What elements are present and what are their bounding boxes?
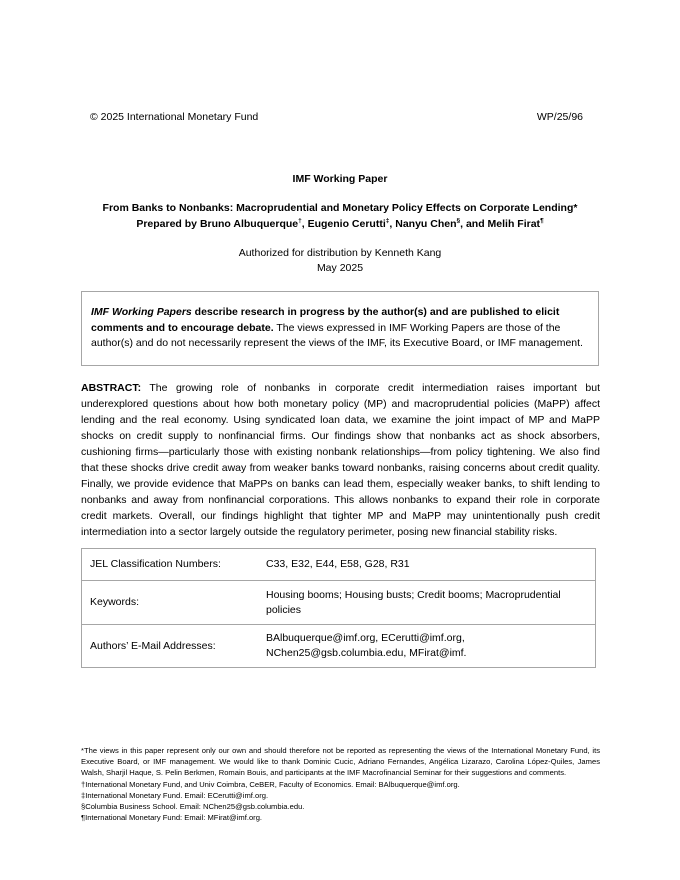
author-line <box>0 218 680 230</box>
disclaimer-bold-text: describe research in progress by the author(s) and are published to elicit comments and to encourage debate. <box>91 306 560 334</box>
footnote-author-2: ‡International Monetary Fund. Email: ECerutti@imf.org. <box>81 790 269 800</box>
author-footnote-mark: † <box>298 217 302 225</box>
classification-table <box>81 548 596 668</box>
author-name: Melih Firat <box>487 218 541 230</box>
footnote-author-4: ¶International Monetary Fund: Email: MFirat@imf.org. <box>81 813 263 823</box>
disclaimer-series-name: IMF Working Papers <box>91 306 192 318</box>
emails-line: NChen25@gsb.columbia.edu, MFirat@imf. <box>266 647 467 659</box>
author-footnote-mark: § <box>456 217 461 225</box>
footnote-author-3: §Columbia Business School. Email: NChen25@gsb.columbia.edu. <box>81 802 305 812</box>
disclaimer-text: The views expressed in IMF Working Papers are those of the author(s) and do not necessarily represent the views of the IMF, its Executive Board, or IMF management. <box>91 321 583 349</box>
emails-value <box>256 625 596 668</box>
publication-date: May 2025 <box>316 262 364 274</box>
jel-label: JEL Classification Numbers: <box>82 549 257 581</box>
author-name: Nanyu Chen <box>395 218 457 230</box>
author-separator: , and <box>460 218 488 230</box>
authorization-line: Authorized for distribution by Kenneth Kang <box>238 247 442 259</box>
copyright-notice: © 2025 International Monetary Fund <box>90 111 259 123</box>
table-row <box>82 581 596 625</box>
working-paper-number: WP/25/96 <box>536 111 583 123</box>
footnote-author-1: †International Monetary Fund, and Univ Coimbra, CeBER, Faculty of Economics. Email: BAlbuquerque@imf.org. <box>81 779 460 789</box>
abstract <box>81 380 600 540</box>
abstract-label: ABSTRACT: <box>81 382 142 394</box>
table-row <box>82 549 596 581</box>
paper-title: From Banks to Nonbanks: Macroprudential and Monetary Policy Effects on Corporate Lending* <box>102 202 578 214</box>
abstract-text: The growing role of nonbanks in corporate credit intermediation raises important but underexplored questions about how both monetary policy (MP) and macroprudential policies (MaPP) affect lending and the real economy. Using syndicated loan data, we examine the joint impact of MP and MaPP shocks on credit supply to nonfinancial firms. Our findings show that nonbanks act as shock absorbers, cushioning firms—particularly those with existing nonbank relationships—from policy tightening. We also find that these shocks drive credit away from weaker banks toward nonbanks, raising concerns about credit quality. Finally, we provide evidence that MaPPs on banks can lead them, especially weaker banks, to shift lending to nonbanks and away from nonfinancial corporations. This allows nonbanks to expand their role in corporate credit markets. Overall, our findings highlight that tighter MP and MaPP may unintentionally push credit intermediation into a sector largely outside the regulatory perimeter, posing new financial stability risks. <box>81 382 600 538</box>
author-name: Eugenio Cerutti <box>307 218 386 230</box>
author-footnote-mark: ‡ <box>385 217 390 225</box>
footnotes <box>81 745 600 823</box>
series-title: IMF Working Paper <box>292 173 388 185</box>
emails-line: BAlbuquerque@imf.org, ECerutti@imf.org, <box>266 632 465 644</box>
author-name: Bruno Albuquerque <box>199 218 299 230</box>
emails-label: Authors’ E-Mail Addresses: <box>82 625 257 668</box>
author-separator: , <box>301 218 308 230</box>
author-footnote-mark: ¶ <box>540 217 544 225</box>
disclaimer-box <box>81 291 599 366</box>
table-row <box>82 625 596 668</box>
prepared-by-label: Prepared by <box>136 218 198 230</box>
keywords-label: Keywords: <box>82 581 257 625</box>
author-separator: , <box>389 218 396 230</box>
jel-codes: C33, E32, E44, E58, G28, R31 <box>256 549 596 581</box>
keywords-value: Housing booms; Housing busts; Credit booms; Macroprudential policies <box>256 581 596 625</box>
footnote-acknowledgments: *The views in this paper represent only our own and should therefore not be reported as representing the views of the International Monetary Fund, its Executive Board, or IMF management. We would like to thank Dominic Cucic, Adriano Fernandes, Angélica Lizarazo, Carolina López-Quiles, James Walsh, Sharjil Haque, S. Pelin Berkmen, Romain Bouis, and participants at the IMF Macrofinancial Seminar for their suggestions and comments. <box>81 746 600 778</box>
